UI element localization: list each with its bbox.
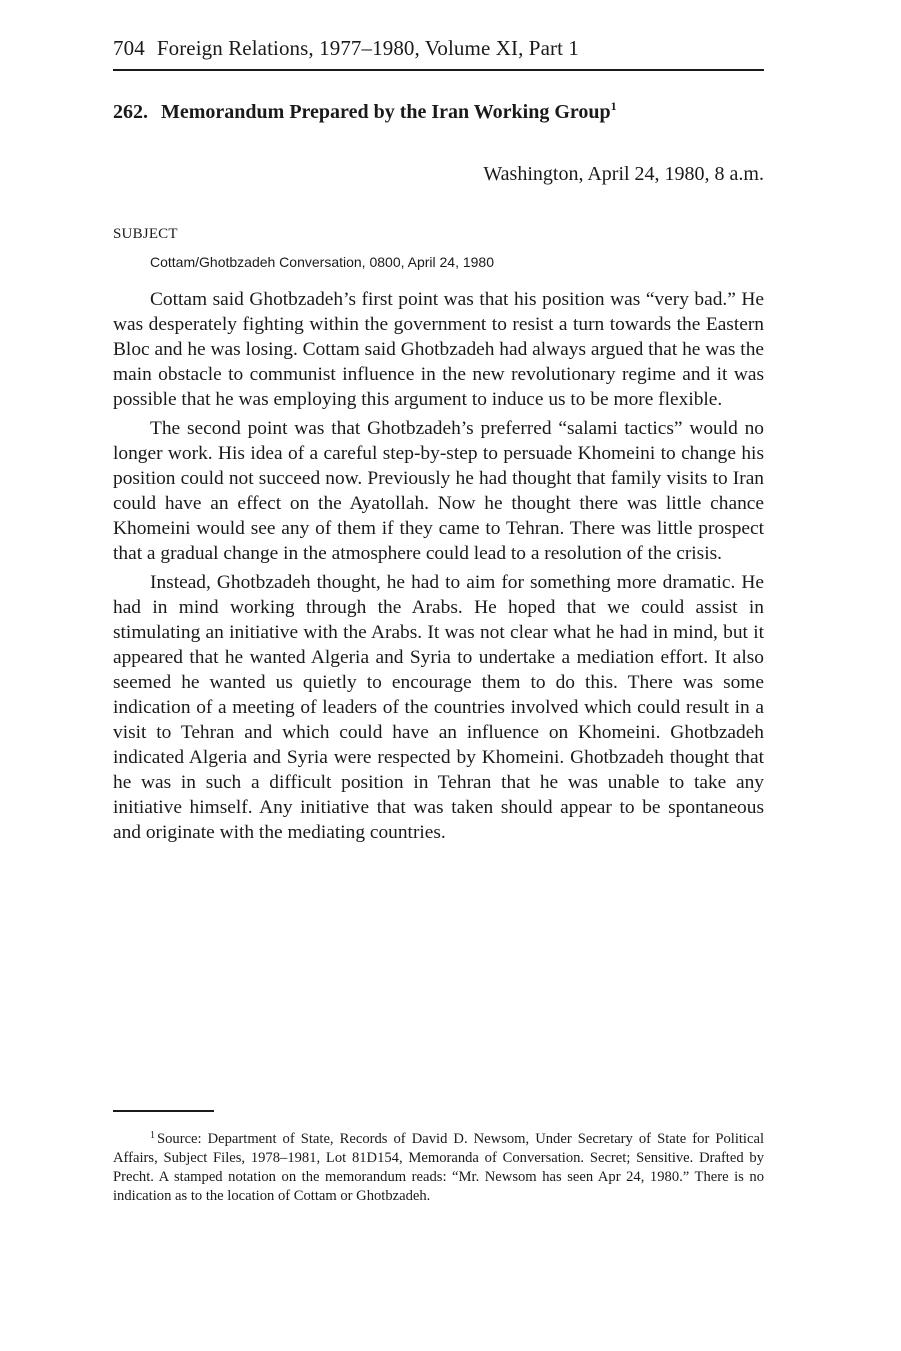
footnote-text: Source: Department of State, Records of David D. Newsom, Under Secretary of State for Political Affairs, Subject Files, 1978–1981, Lot 81D154, Memoranda of Conversation. Secret; Sensitive. Drafted by Precht. A stamped notation on the memorandum reads: “Mr. Newsom has seen Apr 24, 1980.” There is no indication as to the location of Cottam or Ghotbzadeh. — [113, 1131, 764, 1204]
footnote — [113, 1130, 764, 1206]
footnote-reference: 1 — [610, 99, 617, 113]
page-number: 704 — [113, 36, 145, 60]
dateline: Washington, April 24, 1980, 8 a.m. — [483, 163, 764, 185]
paragraph: Cottam said Ghotbzadeh’s first point was that his position was “very bad.” He was desperately fighting within the government to resist a turn towards the Eastern Bloc and he was losing. Cottam said Ghotbzadeh had always argued that he was the main obstacle to communist influence in the new revolutionary regime and it was possible that he was employing this argument to induce us to be more flexible. — [113, 289, 764, 410]
footnote-rule — [113, 1110, 214, 1112]
body-text — [113, 287, 764, 849]
document-title: Memorandum Prepared by the Iran Working Group — [161, 101, 611, 123]
running-head — [113, 36, 579, 61]
subject-text: Cottam/Ghotbzadeh Conversation, 0800, April 24, 1980 — [150, 254, 494, 270]
header-rule — [113, 69, 764, 71]
paragraph: The second point was that Ghotbzadeh’s preferred “salami tactics” would no longer work. His idea of a careful step-by-step to persuade Khomeini to change his position could not succeed now. Previously he had thought that family visits to Iran could have an effect on the Ayatollah. Now he thought there was little chance Khomeini would see any of them if they came to Tehran. There was little prospect that a gradual change in the atmosphere could lead to a resolution of the crisis. — [113, 418, 764, 564]
running-head-title: Foreign Relations, 1977–1980, Volume XI, Part 1 — [156, 36, 579, 60]
document-heading — [113, 101, 617, 124]
paragraph: Instead, Ghotbzadeh thought, he had to aim for something more dramatic. He had in mind working through the Arabs. He hoped that we could assist in stimulating an initiative with the Arabs. It was not clear what he had in mind, but it appeared that he wanted Algeria and Syria to undertake a mediation effort. It also seemed he wanted us quietly to encourage them to do this. There was some indication of a meeting of leaders of the countries involved which could result in a visit to Tehran and which could have an influence on Khomeini. Ghotbzadeh indicated Algeria and Syria were respected by Khomeini. Ghotbzadeh thought that he was in such a difficult position in Tehran that he was unable to take any initiative himself. Any initiative that was taken should appear to be spontaneous and originate with the mediating countries. — [113, 572, 764, 843]
footnote-marker: 1 — [150, 1130, 155, 1141]
document-number: 262. — [113, 101, 148, 123]
subject-label: SUBJECT — [113, 226, 178, 242]
